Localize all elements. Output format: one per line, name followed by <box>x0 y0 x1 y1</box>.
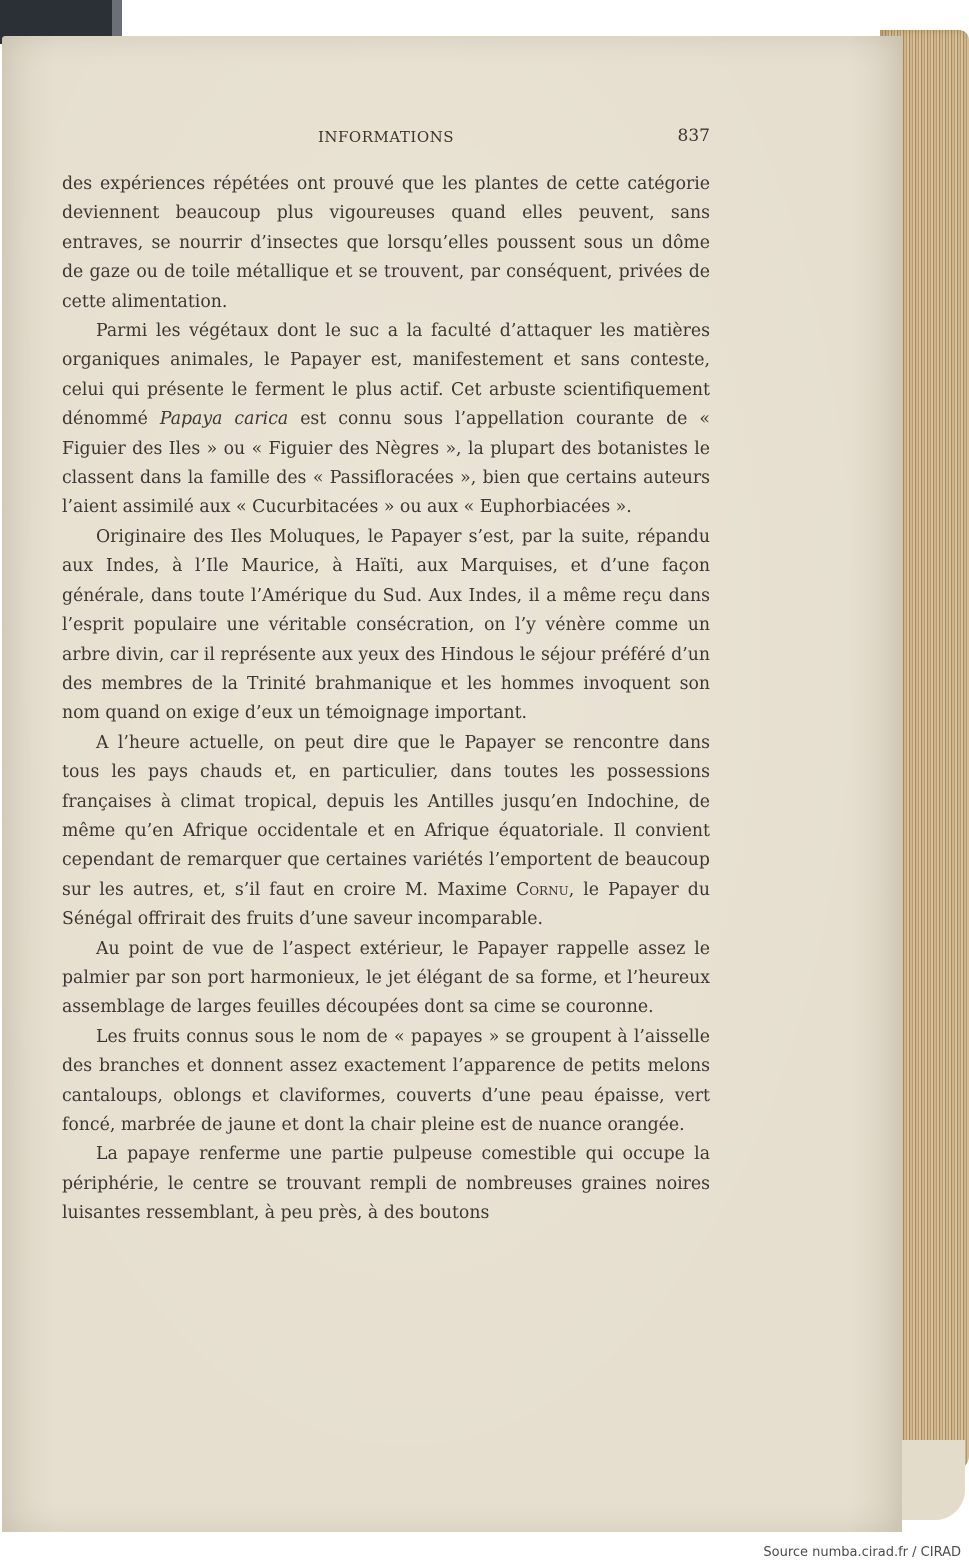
body-text <box>62 170 710 1229</box>
paragraph-2-text-b: est connu sous l’appellation courante de « Figuier des Iles » ou « Figuier des Nègres », la plupart des botanistes le classent dans la famille des « Passifloracées », bien que certains auteurs l’aient assimilé aux « Cucurbitacées » ou aux « Euphorbiacées ». <box>62 409 710 518</box>
paragraph-7: La papaye renferme une partie pulpeuse comestible qui occupe la périphérie, le centre se trouvant rempli de nombreuses graines noires luisantes ressemblant, à peu près, à des boutons <box>62 1144 710 1224</box>
paragraph-3: Originaire des Iles Moluques, le Papayer s’est, par la suite, répandu aux Indes, à l’Ile Maurice, à Haïti, aux Marquises, et d’une façon générale, dans toute l’Amérique du Sud. Aux Indes, il a même reçu dans l’esprit populaire une véritable consécration, on l’y vénère comme un arbre divin, car il représente aux yeux des Hindous le séjour préféré d’un des membres de la Trinité brahmanique et les hommes invoquent son nom quand on exige d’eux un témoignage important. <box>62 526 710 724</box>
running-title: INFORMATIONS <box>317 128 455 146</box>
paragraph-6: Les fruits connus sous le nom de « papayes » se groupent à l’aisselle des branches et donnent assez exactement l’apparence de petits melons cantaloups, oblongs et claviformes, couverts d’une peau épaisse, vert foncé, marbrée de jaune et dont la chair pleine est de nuance orangée. <box>62 1026 710 1135</box>
paragraph-4 <box>62 729 710 935</box>
paragraph-1: des expériences répétées ont prouvé que les plantes de cette catégorie deviennent beaucoup plus vigoureuses quand elles peuvent, sans entraves, se nourrir d’insectes que lorsqu’elles poussent sous un dôme de gaze ou de toile métallique et se trouvent, par conséquent, privées de cette alimentation. <box>62 174 710 312</box>
paragraph-4-text-a: A l’heure actuelle, on peut dire que le Papayer se rencontre dans tous les pays chauds et, en particulier, dans toutes les possessions françaises à climat tropical, depuis les Antilles jusqu’en Indochine, de même qu’en Afrique occidentale et en Afrique équatoriale. Il convient cependant de remarquer que certaines variétés l’emportent de beaucoup sur les autres, et, s’il faut en croire M. Maxime <box>62 732 710 900</box>
paragraph-2 <box>62 317 710 523</box>
paragraph-5: Au point de vue de l’aspect extérieur, le Papayer rappelle assez le palmier par son port harmonieux, le jet élégant de sa forme, et l’heureux assemblage de larges feuilles découpées dont sa cime se couronne. <box>62 938 710 1018</box>
paragraph-2-text-a: Parmi les végétaux dont le suc a la faculté d’attaquer les matières organiques animales, le Papayer est, manifestement et sans conteste, celui qui présente le ferment le plus actif. Cet arbuste scientifiquement dénommé <box>62 321 710 430</box>
page-header <box>62 118 710 154</box>
source-credit: Source numba.cirad.fr / CIRAD <box>763 1545 961 1560</box>
species-name: Papaya carica <box>159 409 289 430</box>
page-number: 837 <box>677 126 710 146</box>
author-name: Cornu <box>515 879 569 900</box>
paragraph-4-text-b: , le Papayer du Sénégal offrirait des fruits d’une saveur incomparable. <box>62 879 710 930</box>
